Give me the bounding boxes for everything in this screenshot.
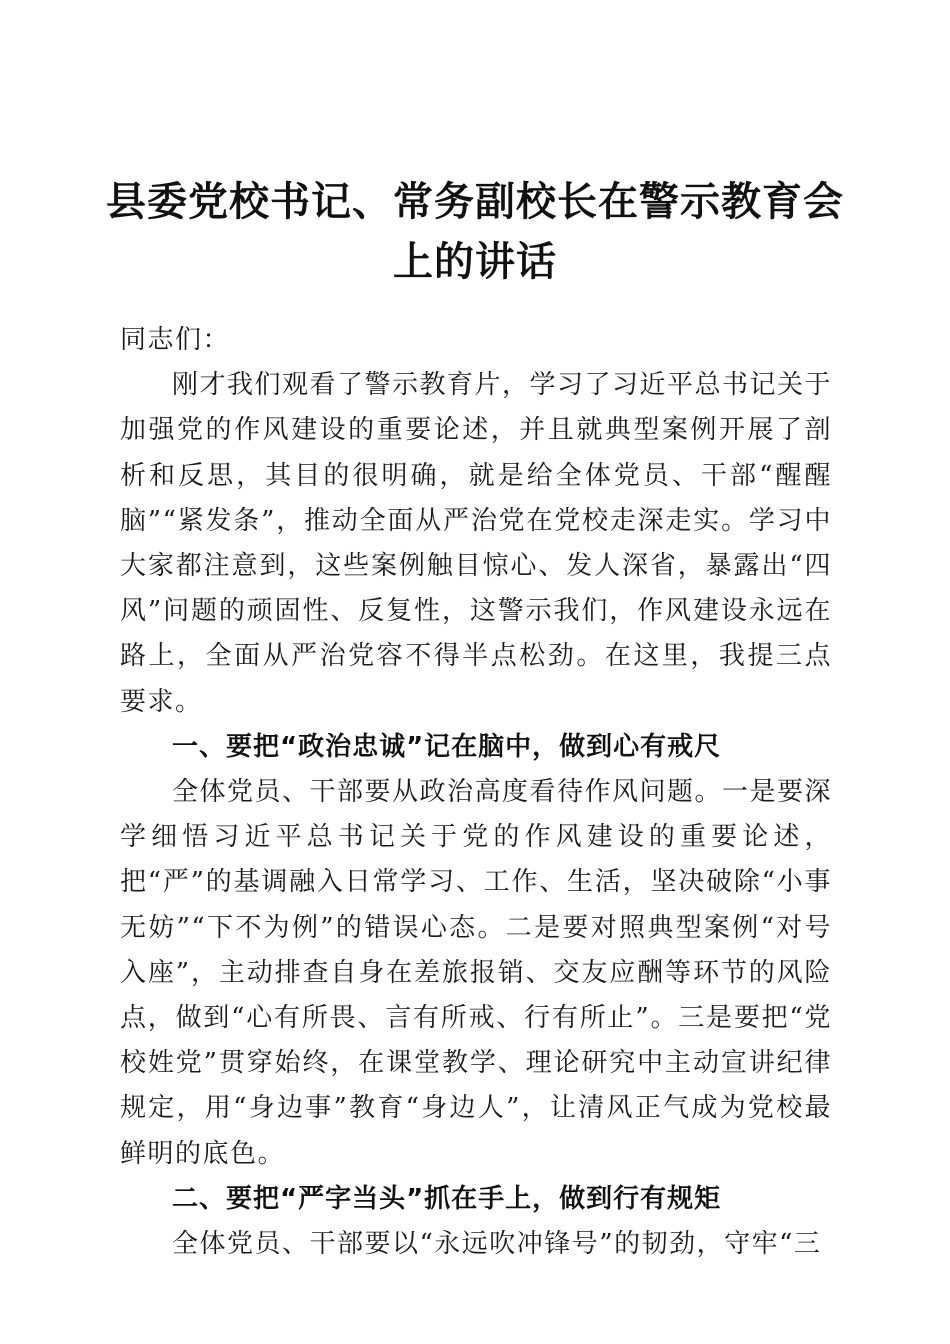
salutation: 同志们：	[120, 325, 231, 355]
section-2-paragraph: 全体党员、干部要以“永远吹冲锋号”的韧劲，守牢“三	[172, 1229, 822, 1260]
section-1-heading: 一、要把“政治忠诚”记在脑中，做到心有戒尺	[172, 731, 722, 762]
intro-paragraph: 刚才我们观看了警示教育片，学习了习近平总书记关于加强党的作风建设的重要论述，并且就典型案例开展了剖析和反思，其目的很明确，就是给全体党员、干部“醒醒脑”“紧发条”，推动全面从严治党在党校走深走实。学习中大家都注意到，这些案例触目惊心、发人深省，暴露出“四风”问题的顽固性、反复性，这警示我们，作风建设永远在路上，全面从严治党容不得半点松劲。在这里，我提三点要求。	[120, 370, 833, 717]
section-2-heading: 二、要把“严字当头”抓在手上，做到行有规矩	[172, 1183, 722, 1214]
document-body	[120, 318, 832, 1267]
section-1-paragraph: 全体党员、干部要从政治高度看待作风问题。一是要深学细悟习近平总书记关于党的作风建设的重要论述，把“严”的基调融入日常学习、工作、生活，坚决破除“小事无妨”“下不为例”的错误心态。二是要对照典型案例“对号入座”，主动排查自身在差旅报销、交友应酬等环节的风险点，做到“心有所畏、言有所戒、行有所止”。三是要把“党校姓党”贯穿始终，在课堂教学、理论研究中主动宣讲纪律规定，用“身边事”教育“身边人”，让清风正气成为党校最鲜明的底色。	[120, 777, 833, 1169]
document-title: 县委党校书记、常务副校长在警示教育会上的讲话	[106, 178, 844, 285]
